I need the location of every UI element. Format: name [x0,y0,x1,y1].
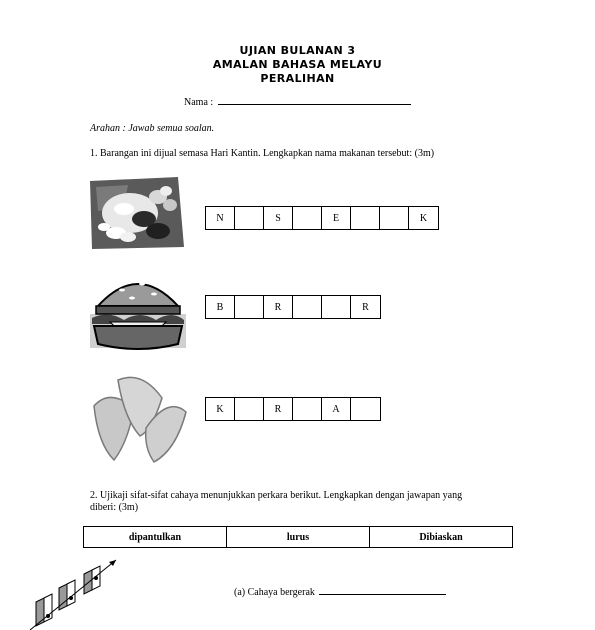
letter-box[interactable] [293,398,322,420]
nasi-lemak-image [88,177,185,250]
question-2-line1: 2. Ujikaji sifat-sifat cahaya menunjukkan perkara berikut. Lengkapkan dengan jawapan yang [90,490,463,501]
letter-box[interactable] [322,296,351,318]
nama-label: Nama : [184,97,214,108]
question-1: 1. Barangan ini dijual semasa Hari Kantin. Lengkapkan nama makanan tersebut: (3m) [90,148,435,159]
word-bank-cell: Dibiaskan [419,531,463,543]
nasi-lemak-letter-boxes [205,206,439,230]
letter-box[interactable]: R [264,398,293,420]
subject-title: AMALAN BAHASA MELAYU [212,58,383,71]
letter-box[interactable]: R [362,301,369,313]
word-bank-table [83,526,513,548]
letter-box[interactable]: B [206,296,235,318]
letter-box[interactable]: E [322,207,351,229]
letter-box[interactable] [293,207,322,229]
part-a-answer-line[interactable] [319,594,446,595]
letter-box[interactable] [351,207,380,229]
question-2-line2: diberi: (3m) [90,502,139,513]
burger-letter-boxes [205,295,381,319]
letter-box[interactable]: R [264,296,293,318]
light-experiment-diagram [22,556,132,630]
letter-box[interactable]: N [206,207,235,229]
karipap-image [88,372,188,464]
letter-box[interactable]: K [206,398,235,420]
level-title: PERALIHAN [260,72,335,85]
karipap-letter-boxes [205,397,381,421]
letter-box[interactable]: K [419,212,428,224]
letter-box[interactable]: S [264,207,293,229]
burger-image [88,268,188,352]
nama-row [184,97,411,109]
letter-box[interactable] [235,207,264,229]
letter-box[interactable] [380,207,409,229]
letter-box[interactable] [235,398,264,420]
word-bank-cell: dipantulkan [84,527,227,547]
letter-box[interactable] [351,398,380,420]
nama-answer-line[interactable] [218,104,411,105]
exam-title: UJIAN BULANAN 3 [239,44,356,57]
instruction: Arahan : Jawab semua soalan. [90,123,215,134]
part-a-label: (a) Cahaya bergerak [234,587,315,598]
letter-box[interactable] [235,296,264,318]
letter-box[interactable] [293,296,322,318]
part-a-row [234,587,446,599]
letter-box[interactable]: A [322,398,351,420]
word-bank-cell: lurus [227,527,370,547]
